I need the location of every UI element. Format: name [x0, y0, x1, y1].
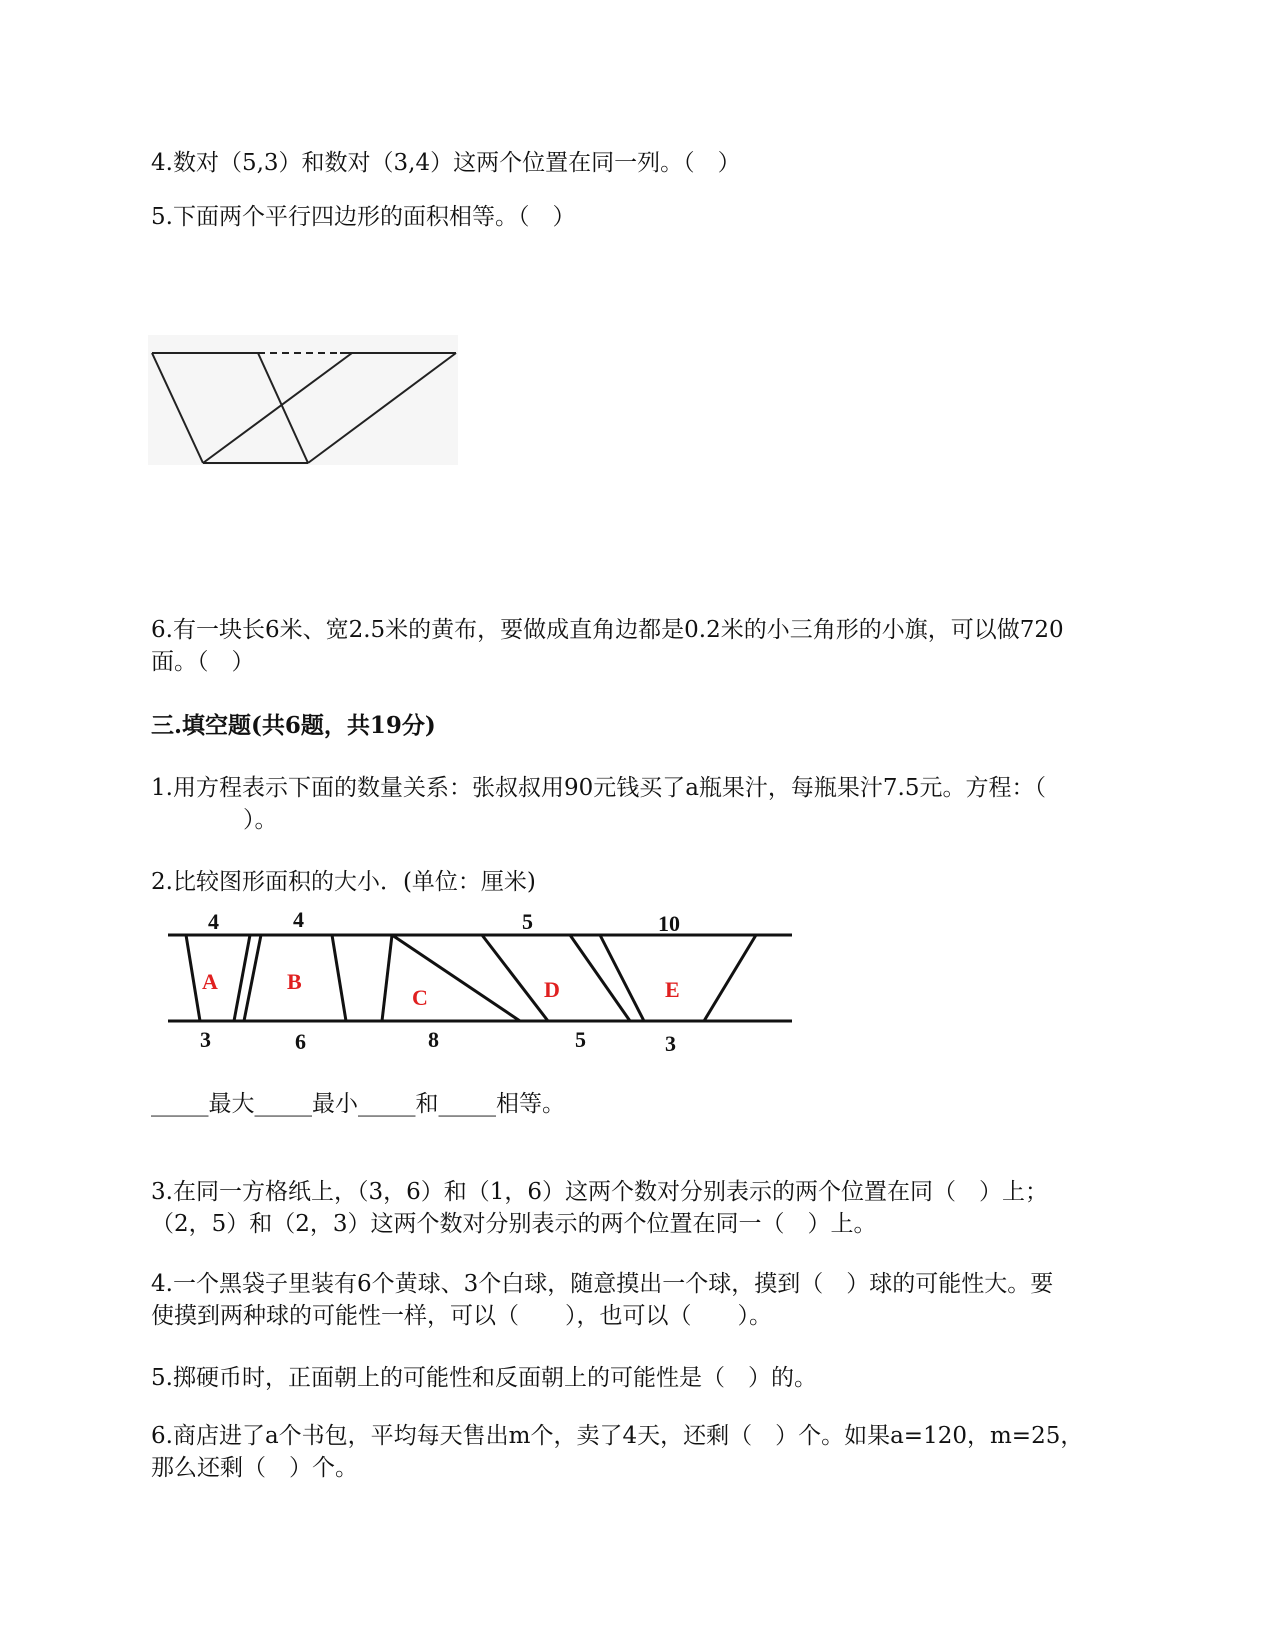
fill-q6-line2: 那么还剩（ ）个。 — [151, 1455, 358, 1481]
shape-label-d: D — [544, 977, 560, 1002]
shape-label-e: E — [665, 977, 680, 1002]
fill-q4-line2: 使摸到两种球的可能性一样，可以（ ），也可以（ ）。 — [151, 1303, 772, 1329]
fill-q3-line1: 3.在同一方格纸上，（3，6）和（1，6）这两个数对分别表示的两个位置在同（ ）上； — [151, 1179, 1048, 1205]
bottom-number-1: 3 — [200, 1027, 211, 1052]
parallelograms-figure — [148, 335, 458, 465]
fill-q4-line1: 4.一个黑袋子里装有6个黄球、3个白球，随意摸出一个球，摸到（ ）球的可能性大。要 — [151, 1271, 1054, 1297]
section3-title: 三.填空题(共6题，共19分) — [151, 712, 436, 739]
judgement-q5: 5.下面两个平行四边形的面积相等。（ ） — [151, 204, 576, 230]
bottom-number-5: 3 — [665, 1031, 676, 1055]
fill-q6-line1: 6.商店进了a个书包，平均每天售出m个，卖了4天，还剩（ ）个。如果a=120，m=25， — [151, 1423, 1084, 1449]
top-number-4: 10 — [658, 911, 680, 936]
shape-label-b: B — [287, 969, 302, 994]
fill-q2: 2.比较图形面积的大小．(单位：厘米) — [151, 869, 536, 895]
top-number-2: 4 — [293, 907, 304, 932]
judgement-q4: 4.数对（5,3）和数对（3,4）这两个位置在同一列。（ ） — [151, 150, 741, 176]
judgement-q6-line1: 6.有一块长6米、宽2.5米的黄布，要做成直角边都是0.2米的小三角形的小旗，可以做720 — [151, 617, 1064, 643]
shape-label-a: A — [202, 969, 218, 994]
fill-q1-line2: ）。 — [151, 807, 278, 833]
shape-label-c: C — [412, 985, 428, 1010]
fill-q2-answer: _____最大_____最小_____和_____相等。 — [151, 1091, 565, 1117]
top-number-1: 4 — [208, 909, 219, 934]
judgement-q6-line2: 面。（ ） — [151, 649, 255, 675]
top-number-3: 5 — [522, 909, 533, 934]
bottom-number-3: 8 — [428, 1027, 439, 1052]
bottom-number-2: 6 — [295, 1029, 306, 1054]
fill-q1-line1: 1.用方程表示下面的数量关系：张叔叔用90元钱买了a瓶果汁，每瓶果汁7.5元。方程：（ — [151, 775, 1047, 801]
bottom-number-4: 5 — [575, 1027, 586, 1052]
fill-q5: 5.掷硬币时，正面朝上的可能性和反面朝上的可能性是（ ）的。 — [151, 1365, 817, 1391]
area-comparison-figure — [160, 905, 800, 1055]
fill-q3-line2: （2，5）和（2，3）这两个数对分别表示的两个位置在同一（ ）上。 — [151, 1211, 877, 1237]
